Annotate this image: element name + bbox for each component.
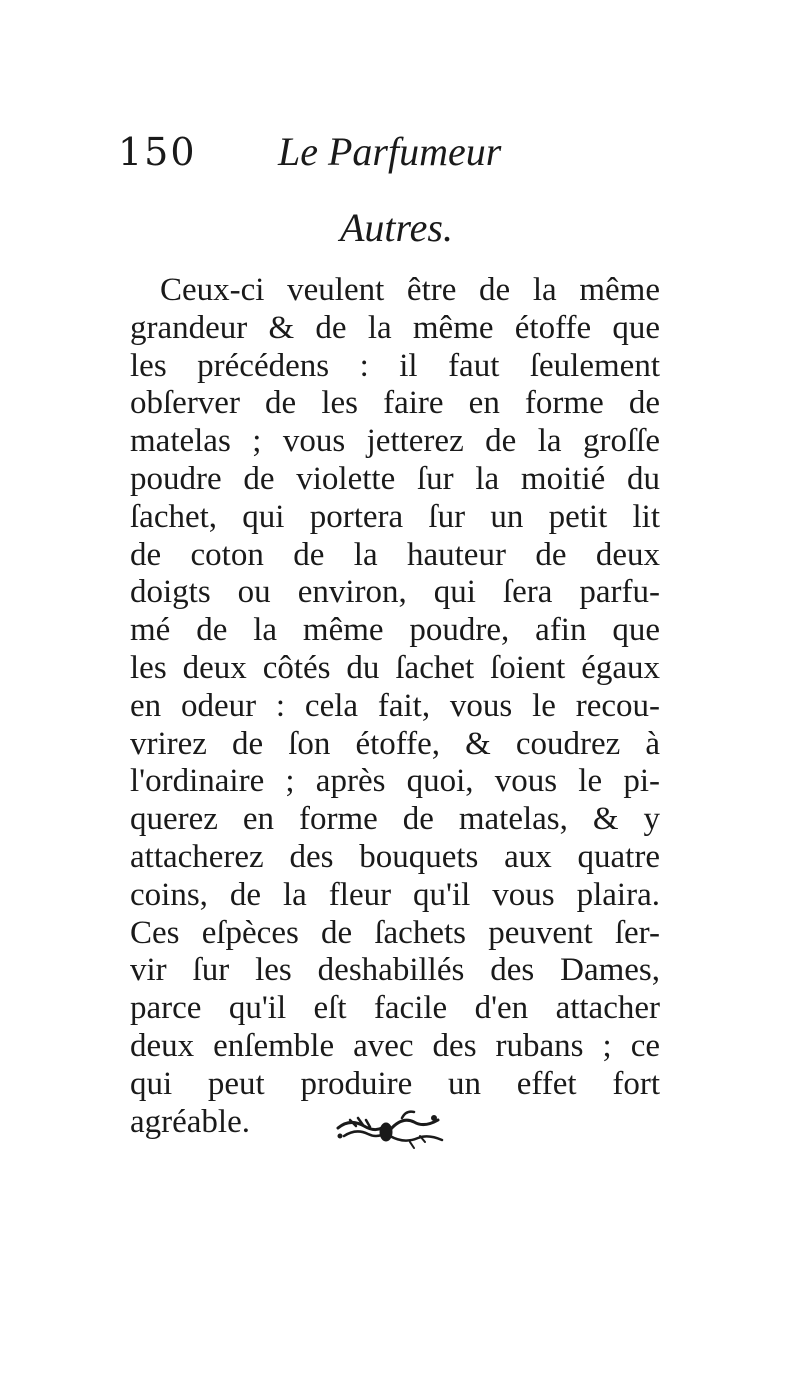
text-line: grandeur & de la même étoffe que: [130, 309, 660, 346]
text-line: querez en forme de matelas, & y: [130, 801, 660, 838]
text-line: les précédens : il faut ſeulement: [130, 347, 660, 384]
text-line: mé de la même poudre, afin que: [130, 612, 660, 649]
text-line: attacherez des bouquets aux quatre: [130, 838, 660, 875]
text-line: deux enſemble avec des rubans ; ce: [130, 1027, 660, 1064]
text-line: matelas ; vous jetterez de la groſſe: [130, 423, 660, 460]
text-line: de coton de la hauteur de deux: [130, 536, 660, 573]
text-line: vir ſur les deshabillés des Dames,: [130, 952, 660, 989]
text-line: Ces eſpèces de ſachets peuvent ſer-: [130, 914, 660, 951]
section-title: Autres.: [340, 205, 453, 250]
text-line: vrirez de ſon étoffe, & coudrez à: [130, 725, 660, 762]
fleuron-ornament-icon: [330, 1106, 450, 1154]
text-line: l'ordinaire ; après quoi, vous le pi-: [130, 763, 660, 800]
text-line: coins, de la fleur qu'il vous plaira.: [130, 876, 660, 913]
text-line: ſachet, qui portera ſur un petit lit: [130, 498, 660, 535]
text-line: qui peut produire un effet fort: [130, 1065, 660, 1102]
text-line: parce qu'il eſt facile d'en attacher: [130, 990, 660, 1027]
page-number: 150: [118, 130, 197, 174]
text-line: agréable.: [130, 1103, 250, 1140]
body-text: [130, 272, 660, 1141]
text-line: Ceux-ci veulent être de la même: [160, 272, 660, 308]
text-line: les deux côtés du ſachet ſoient égaux: [130, 649, 660, 686]
text-line: en odeur : cela fait, vous le recou-: [130, 687, 660, 724]
text-line: doigts ou environ, qui ſera parfu-: [130, 574, 660, 611]
text-line: poudre de violette ſur la moitié du: [130, 460, 660, 497]
running-title: Le Parfumeur: [278, 129, 502, 174]
text-line: obſerver de les faire en forme de: [130, 385, 660, 422]
